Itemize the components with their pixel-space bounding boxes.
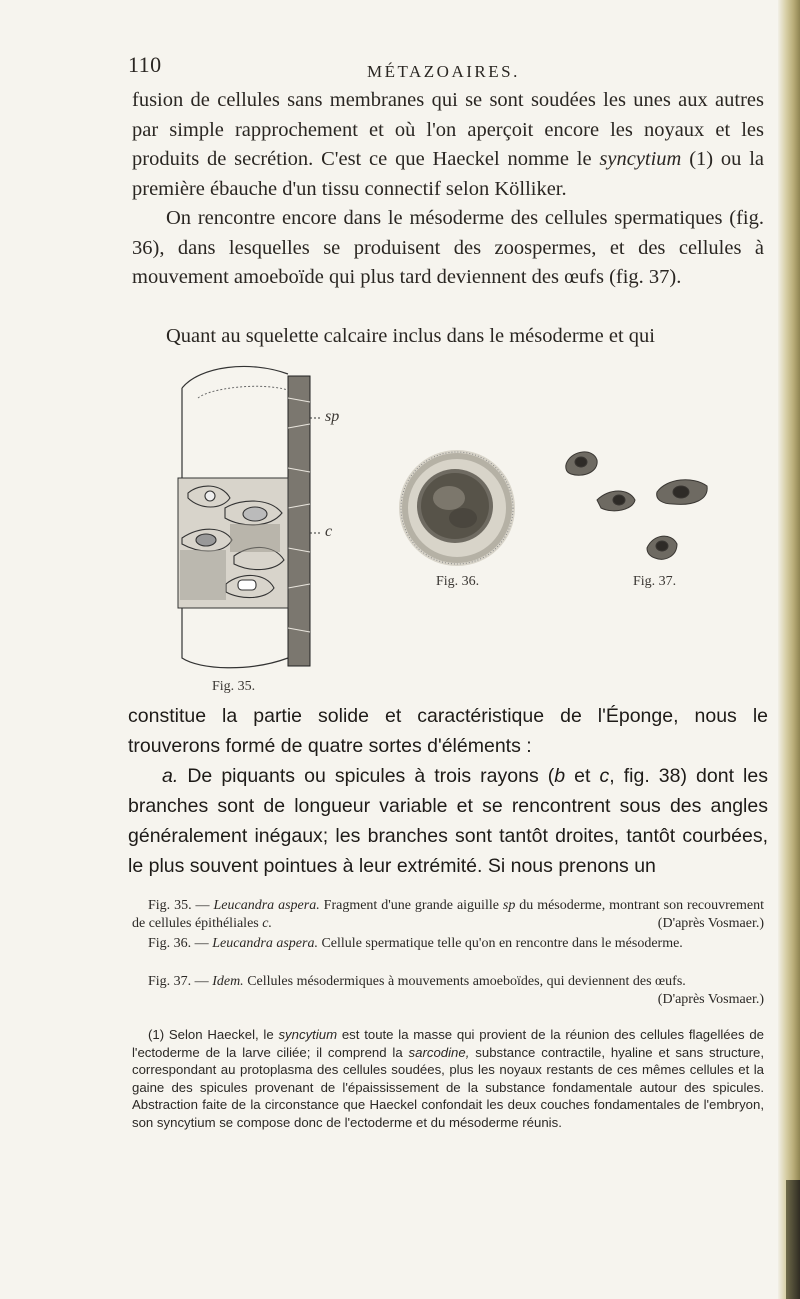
page-number: 110 [128,52,162,77]
figure-36 [397,448,517,570]
fig35-sp-label: sp [325,408,340,425]
figure-37 [563,448,713,570]
fig35-caption-label: Fig. 35. [212,679,256,694]
paragraph-3: Quant au squelette calcaire inclus dans le mésoderme et qui [166,325,655,347]
bold-paragraph-2: a. De piquants ou spicules à trois rayons (b et c, fig. 38) dont les branches sont de longueur variable et se rencontrent sous des angles généralement inégaux; les branches sont tantôt droites, tantôt courbées, le plus souvent pointues à leur extrémité. Si nous prenons un [128,765,768,877]
fig36-caption-label: Fig. 36. [436,574,480,589]
page-edge [778,0,800,1299]
caption-fig35: Fig. 35. — Leucandra aspera. Fragment d'une grande aiguille sp du mésoderme, montrant son recouvrement de cellules épithéliales c. (D'après Vosmaer.) [132,898,764,931]
fig37-caption-label: Fig. 37. [633,574,677,589]
caption-fig37: Fig. 37. — Idem. Cellules mésodermiques à mouvements amoeboïdes, qui deviennent des œufs. (D'après Vosmaer.) [148,974,764,1007]
bold-paragraph-1: constitue la partie solide et caractéristique de l'Éponge, nous le trouverons formé de quatre sortes d'éléments : [128,705,768,757]
figure-35 [170,358,320,678]
fig35-c-label: c [325,523,333,540]
page-edge-shadow [786,1180,800,1299]
running-head: MÉTAZOAIRES. [367,62,520,81]
caption-fig36: Fig. 36. — Leucandra aspera. Cellule spermatique telle qu'on en rencontre dans le mésoderme. [148,936,683,951]
paragraph-1: fusion de cellules sans membranes qui se sont soudées les unes aux autres par simple rapprochement et où l'on aperçoit encore les noyaux et les produits de secrétion. C'est ce que Haeckel nomme le syncytium (1) ou la première ébauche d'un tissu connectif selon Kölliker. [132,89,765,200]
footnote: (1) Selon Haeckel, le syncytium est toute la masse qui provient de la réunion des cellules flagellées de l'ectoderme de la larve ciliée; il comprend la sarcodine, substance contractile, hyaline et sans structure, correspondant au protoplasma des cellules soudées, plus les noyaux restants de ces mêmes cellules et la gaine des spicules provenant de l'épaississement de la substance fondamentale autour des spicules. Abstraction faite de la circonstance que Haeckel confondait les deux couches fondamentales de l'embryon, son syncytium se compose donc de l'ectoderme et du mésoderme réunis. [132,1027,764,1130]
paragraph-2: On rencontre encore dans le mésoderme des cellules spermatiques (fig. 36), dans lesquelles se produisent des zoospermes, et des cellules à mouvement amoeboïde qui plus tard deviennent des œufs (fig. 37). [132,207,764,288]
syncytium-term: syncytium [599,148,682,170]
